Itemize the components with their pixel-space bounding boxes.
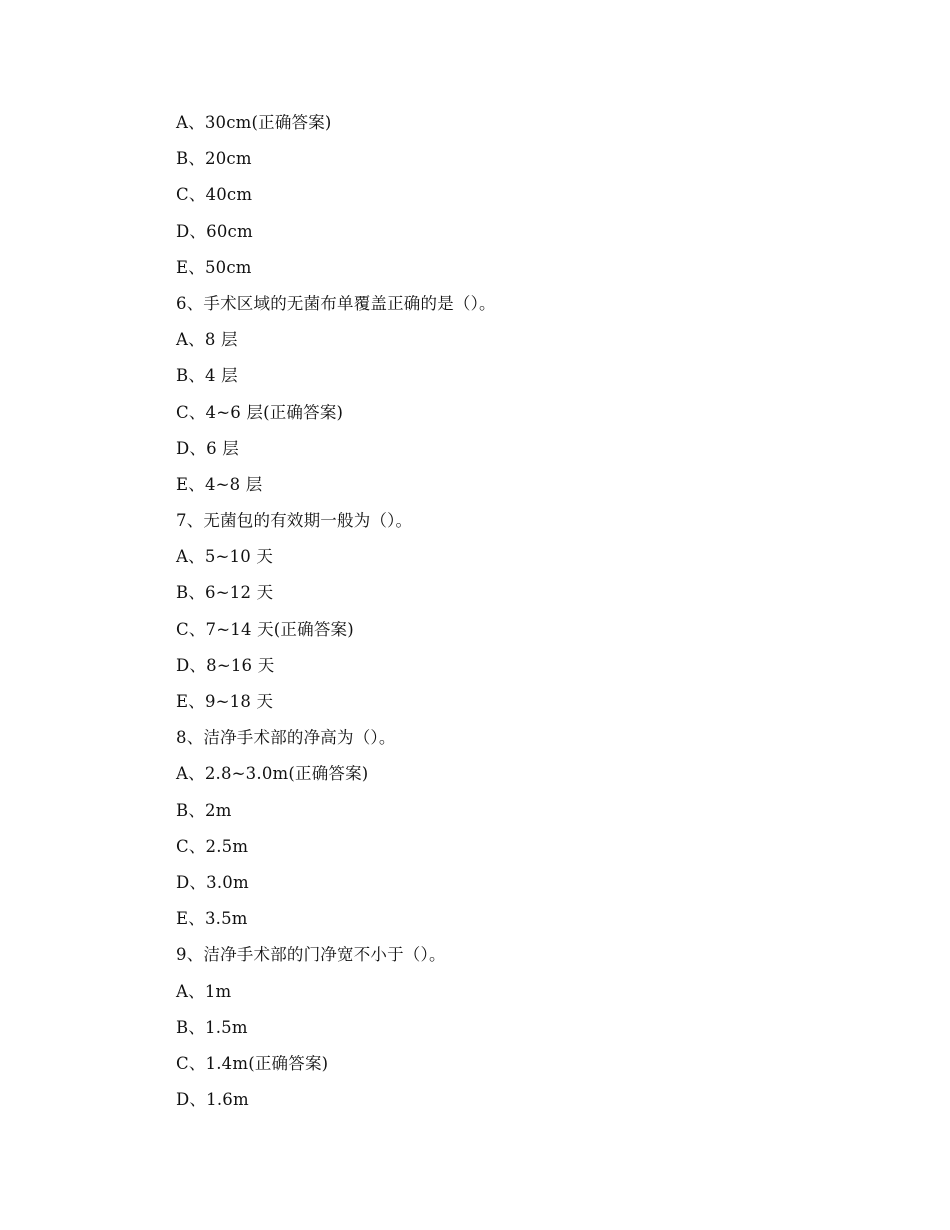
- option-q7-d: D、8~16 天: [176, 655, 275, 675]
- option-q7-e: E、9~18 天: [176, 692, 274, 711]
- option-q6-c: C、4~6 层(正确答案): [176, 402, 344, 422]
- option-q6-d: D、6 层: [176, 438, 239, 458]
- option-q9-c: C、1.4m(正确答案): [176, 1053, 329, 1073]
- option-q9-b: B、1.5m: [176, 1017, 248, 1037]
- option-q8-e: E、3.5m: [176, 909, 248, 929]
- option-q9-d: D、1.6m: [176, 1090, 249, 1110]
- question-6: 6、手术区域的无菌布单覆盖正确的是（）。: [176, 293, 496, 313]
- option-q5-e: E、50cm: [176, 257, 252, 277]
- option-q6-e: E、4~8 层: [176, 474, 263, 494]
- question-7: 7、无菌包的有效期一般为（）。: [176, 511, 413, 531]
- question-9: 9、洁净手术部的门净宽不小于（）。: [176, 945, 446, 965]
- question-8: 8、洁净手术部的净高为（）。: [176, 728, 396, 748]
- option-q8-c: C、2.5m: [176, 836, 249, 856]
- option-q5-a: A、30cm(正确答案): [176, 113, 332, 132]
- option-q6-b: B、4 层: [176, 366, 238, 386]
- option-q5-b: B、20cm: [176, 149, 252, 169]
- option-q7-a: A、5~10 天: [176, 547, 274, 567]
- option-q7-b: B、6~12 天: [176, 583, 274, 603]
- option-q8-d: D、3.0m: [176, 872, 249, 892]
- option-q8-b: B、2m: [176, 800, 232, 820]
- option-q6-a: A、8 层: [176, 330, 238, 350]
- option-q5-d: D、60cm: [176, 221, 253, 241]
- question-list: [176, 109, 876, 1122]
- option-q8-a: A、2.8~3.0m(正确答案): [176, 764, 369, 784]
- option-q7-c: C、7~14 天(正确答案): [176, 619, 354, 639]
- option-q5-c: C、40cm: [176, 185, 253, 205]
- option-q9-a: A、1m: [176, 981, 232, 1001]
